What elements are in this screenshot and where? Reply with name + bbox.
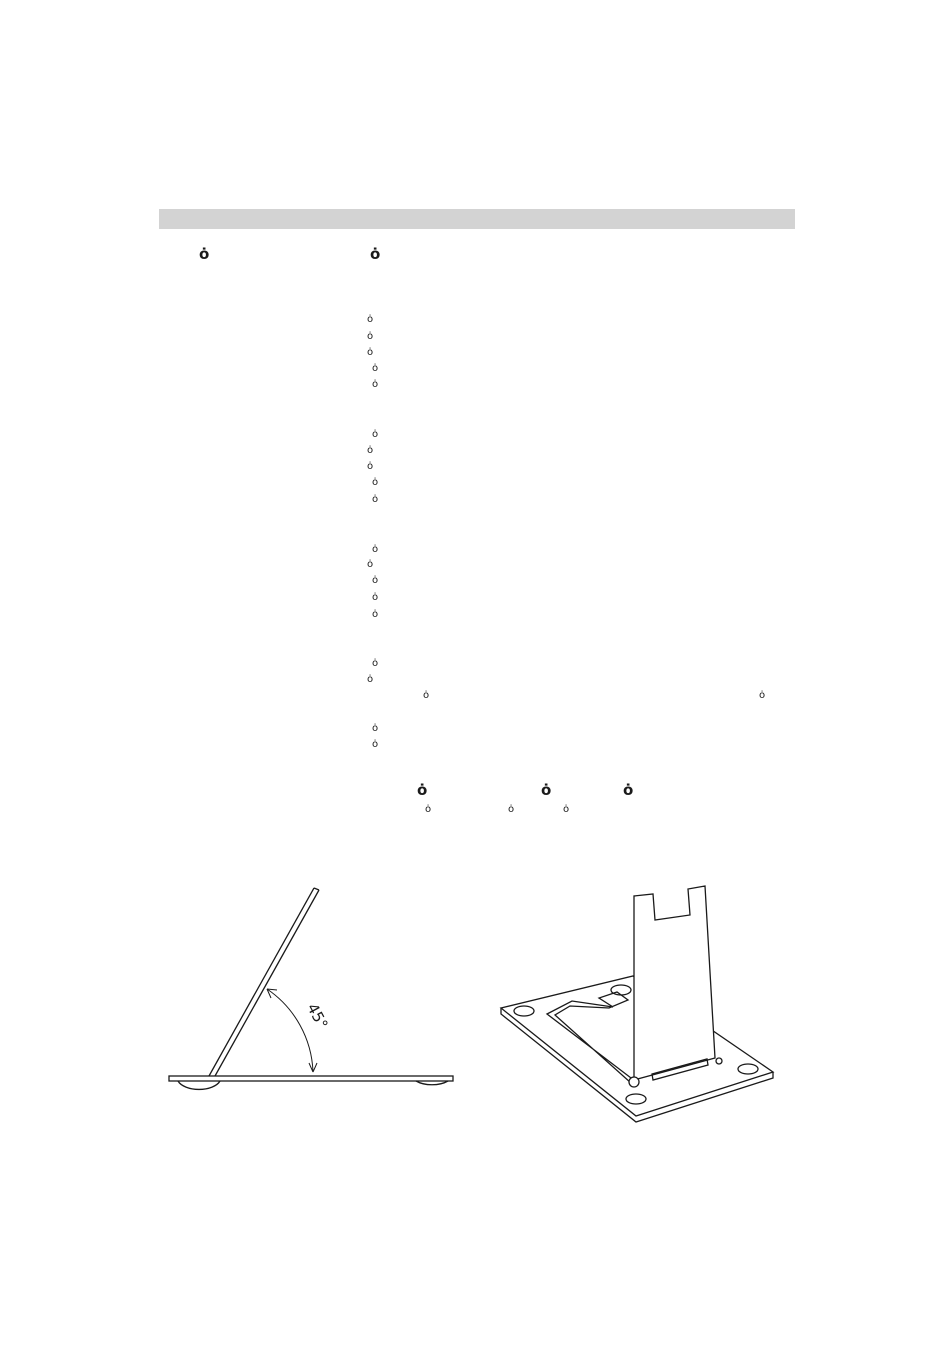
upright-panel <box>634 886 715 1080</box>
list-glyph: ȯ <box>759 690 766 701</box>
list-glyph: ȯ <box>423 690 430 701</box>
list-glyph: ȯ <box>372 379 379 390</box>
list-glyph: ȯ <box>372 609 379 620</box>
list-glyph: ȯ <box>372 575 379 586</box>
base-plate <box>169 1076 453 1081</box>
list-glyph: ȯ <box>367 331 374 342</box>
list-glyph: ȯ <box>372 429 379 440</box>
support-panel-edge <box>209 888 314 1076</box>
list-glyph: ȯ <box>367 445 374 456</box>
heading-glyph: ȯ <box>199 245 210 263</box>
list-glyph: ȯ <box>372 658 379 669</box>
support-panel-edge <box>215 890 319 1076</box>
angle-arc <box>267 989 313 1072</box>
stand-perspective-illustration <box>495 880 785 1125</box>
caption-glyph: ȯ <box>417 781 428 799</box>
list-glyph: ȯ <box>372 723 379 734</box>
caption-small-glyph: ȯ <box>425 804 432 815</box>
section-header-bar <box>159 209 795 229</box>
hinge-pin <box>716 1058 722 1064</box>
list-glyph: ȯ <box>372 544 379 555</box>
list-glyph: ȯ <box>372 477 379 488</box>
list-glyph: ȯ <box>372 739 379 750</box>
list-glyph: ȯ <box>372 592 379 603</box>
list-glyph: ȯ <box>367 347 374 358</box>
caption-glyph: ȯ <box>623 781 634 799</box>
caption-small-glyph: ȯ <box>508 804 515 815</box>
list-glyph: ȯ <box>367 559 374 570</box>
heading-glyph: ȯ <box>370 245 381 263</box>
caption-glyph: ȯ <box>541 781 552 799</box>
caption-small-glyph: ȯ <box>563 804 570 815</box>
list-glyph: ȯ <box>367 314 374 325</box>
stand-side-view-illustration <box>160 880 470 1120</box>
left-foot <box>178 1081 220 1089</box>
support-panel-top <box>314 888 319 890</box>
list-glyph: ȯ <box>367 461 374 472</box>
angle-label: 45° <box>303 1000 332 1033</box>
list-glyph: ȯ <box>367 674 374 685</box>
list-glyph: ȯ <box>372 494 379 505</box>
list-glyph: ȯ <box>372 363 379 374</box>
hinge-pin <box>629 1077 639 1087</box>
